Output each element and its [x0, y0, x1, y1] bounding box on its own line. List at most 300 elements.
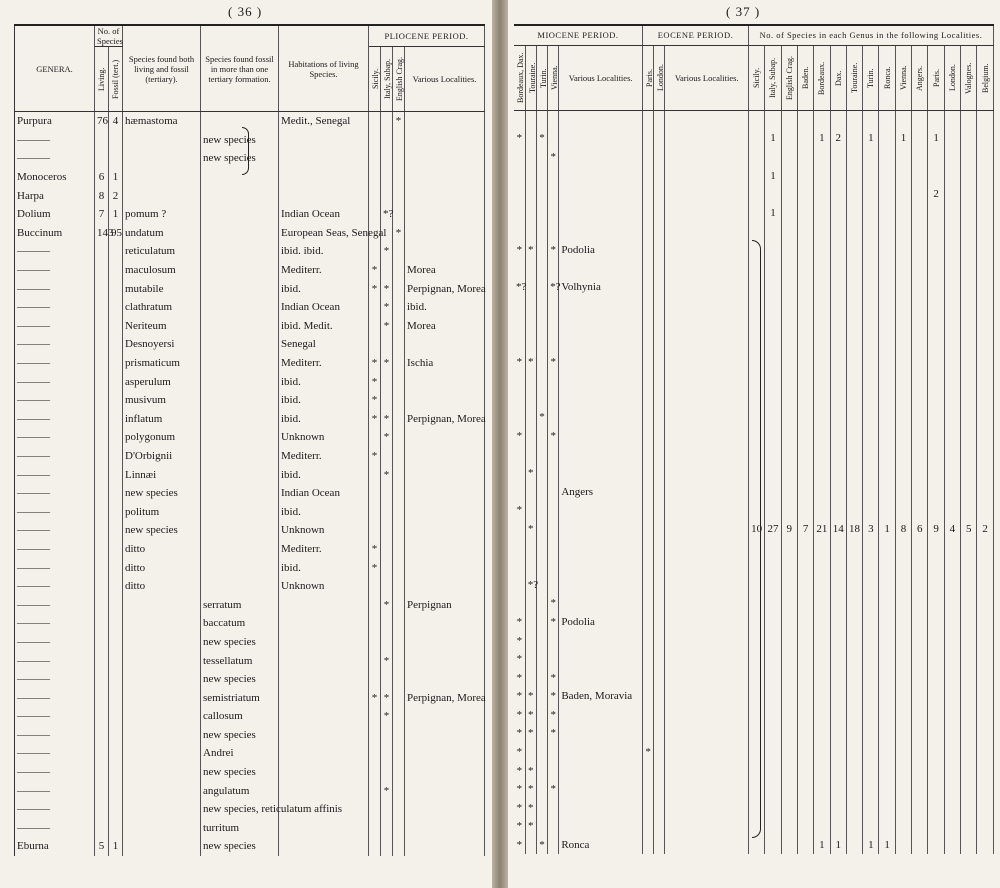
cell-lo	[654, 204, 665, 223]
cell-count	[781, 278, 797, 297]
cell-eo	[665, 836, 749, 855]
cell-tu	[536, 613, 547, 632]
cell-mio	[559, 222, 643, 241]
cell-various	[405, 577, 485, 596]
cell-count	[863, 761, 879, 780]
cell-bd	[514, 557, 525, 576]
cell-italy	[381, 261, 393, 280]
cell-count	[961, 613, 977, 632]
cell-hab: ibid. ibid.	[279, 242, 369, 261]
cell-count	[781, 501, 797, 520]
cell-fossil	[109, 410, 123, 429]
cell-sicily: *	[369, 261, 381, 280]
cell-count	[912, 482, 928, 501]
cell-both	[123, 633, 201, 652]
cell-both: inflatum	[123, 410, 201, 429]
cell-count	[961, 241, 977, 260]
cell-count	[781, 129, 797, 148]
cell-fossil	[109, 521, 123, 540]
cell-count	[846, 408, 862, 427]
cell-various	[405, 168, 485, 187]
cell-count	[944, 408, 960, 427]
cell-to	[525, 166, 536, 185]
cell-count: 8	[895, 520, 911, 539]
cell-both: new species	[123, 484, 201, 503]
cell-eo	[665, 594, 749, 613]
cell-to: *	[525, 352, 536, 371]
cell-genus: ———	[15, 298, 95, 317]
cell-crag	[393, 242, 405, 261]
cell-count	[814, 743, 830, 762]
cell-italy	[381, 800, 393, 819]
cell-count	[895, 259, 911, 278]
cell-multi: semistriatum	[201, 688, 279, 707]
cell-count	[944, 613, 960, 632]
cell-italy	[381, 372, 393, 391]
cell-count	[977, 110, 994, 129]
cell-hab	[279, 707, 369, 726]
cell-to	[525, 278, 536, 297]
cell-count	[944, 241, 960, 260]
cell-count	[797, 631, 813, 650]
cell-vi	[548, 743, 559, 762]
cell-count	[928, 557, 944, 576]
cell-both: clathratum	[123, 298, 201, 317]
cell-lo	[654, 594, 665, 613]
cell-count	[797, 780, 813, 799]
cell-to	[525, 557, 536, 576]
cell-various	[405, 614, 485, 633]
cell-both	[123, 149, 201, 168]
cell-eo	[665, 315, 749, 334]
cell-tu: *	[536, 408, 547, 427]
cell-count	[797, 575, 813, 594]
cell-eo	[665, 631, 749, 650]
table-row	[15, 149, 485, 168]
cell-bd	[514, 390, 525, 409]
cell-crag	[393, 149, 405, 168]
cell-count	[895, 390, 911, 409]
cell-mio: Angers	[559, 482, 643, 501]
cell-count	[912, 148, 928, 167]
cell-count	[977, 352, 994, 371]
cell-count	[797, 836, 813, 855]
cell-count	[961, 743, 977, 762]
cell-count	[944, 538, 960, 557]
cell-genus: Dolium	[15, 205, 95, 224]
cell-eo	[665, 148, 749, 167]
cell-sicily: *	[369, 447, 381, 466]
cell-hab: ibid.	[279, 279, 369, 298]
cell-eo	[665, 501, 749, 520]
cell-count: 1	[830, 836, 846, 855]
cell-genus: ———	[15, 521, 95, 540]
cell-living	[95, 614, 109, 633]
cell-count	[797, 668, 813, 687]
cell-eo	[665, 520, 749, 539]
cell-to	[525, 668, 536, 687]
cell-count	[977, 687, 994, 706]
cell-count	[830, 575, 846, 594]
cell-count	[944, 129, 960, 148]
cell-various	[405, 224, 485, 243]
cell-various	[405, 781, 485, 800]
cell-count	[879, 575, 895, 594]
header-various-eocene: Various Localities.	[665, 45, 749, 110]
cell-crag	[393, 540, 405, 559]
cell-multi	[201, 242, 279, 261]
cell-bd	[514, 185, 525, 204]
cell-various	[405, 744, 485, 763]
cell-multi: new species	[201, 837, 279, 856]
cell-both	[123, 837, 201, 856]
cell-tu	[536, 297, 547, 316]
cell-count	[781, 724, 797, 743]
cell-count	[781, 613, 797, 632]
cell-pa	[642, 129, 653, 148]
cell-multi	[201, 502, 279, 521]
cell-count	[830, 799, 846, 818]
cell-count	[781, 799, 797, 818]
cell-italy	[381, 391, 393, 410]
cell-mio	[559, 631, 643, 650]
cell-count	[928, 575, 944, 594]
cell-living	[95, 633, 109, 652]
cell-lo	[654, 650, 665, 669]
table-row	[514, 129, 994, 148]
cell-count	[863, 631, 879, 650]
cell-count	[863, 185, 879, 204]
cell-living	[95, 279, 109, 298]
cell-count	[765, 315, 781, 334]
cell-genus: ———	[15, 279, 95, 298]
cell-count	[765, 743, 781, 762]
cell-count	[895, 241, 911, 260]
cell-both	[123, 688, 201, 707]
header-locality: Belgium.	[980, 62, 990, 93]
cell-eo	[665, 278, 749, 297]
cell-multi	[201, 168, 279, 187]
cell-count	[895, 761, 911, 780]
cell-count	[863, 501, 879, 520]
cell-italy	[381, 558, 393, 577]
cell-to: *	[525, 706, 536, 725]
cell-count	[895, 594, 911, 613]
cell-count	[895, 687, 911, 706]
cell-lo	[654, 241, 665, 260]
cell-tu: *	[536, 836, 547, 855]
cell-count	[814, 668, 830, 687]
cell-lo	[654, 557, 665, 576]
cell-lo	[654, 780, 665, 799]
cell-count	[814, 166, 830, 185]
cell-sicily	[369, 670, 381, 689]
cell-vi	[548, 817, 559, 836]
cell-vi	[548, 259, 559, 278]
cell-bd: *	[514, 129, 525, 148]
cell-count	[912, 110, 928, 129]
cell-italy: *	[381, 317, 393, 336]
cell-count	[895, 315, 911, 334]
cell-count	[928, 241, 944, 260]
cell-italy	[381, 577, 393, 596]
cell-eo	[665, 557, 749, 576]
cell-mio	[559, 148, 643, 167]
cell-count	[797, 334, 813, 353]
cell-genus: ———	[15, 131, 95, 150]
cell-count	[879, 390, 895, 409]
cell-bd	[514, 538, 525, 557]
cell-count: 1	[814, 836, 830, 855]
cell-count	[895, 427, 911, 446]
cell-count	[781, 575, 797, 594]
cell-count	[781, 297, 797, 316]
cell-genus: ———	[15, 410, 95, 429]
cell-to: *?	[525, 575, 536, 594]
cell-count	[797, 427, 813, 446]
cell-count	[846, 650, 862, 669]
cell-italy	[381, 837, 393, 856]
cell-bd	[514, 371, 525, 390]
brace	[752, 240, 761, 838]
cell-count	[928, 315, 944, 334]
cell-vi	[548, 557, 559, 576]
cell-multi	[201, 112, 279, 131]
cell-crag	[393, 261, 405, 280]
cell-genus: ———	[15, 465, 95, 484]
cell-count	[781, 464, 797, 483]
cell-count	[863, 297, 879, 316]
cell-both	[123, 131, 201, 150]
cell-lo	[654, 538, 665, 557]
cell-count	[830, 780, 846, 799]
cell-count: 6	[912, 520, 928, 539]
cell-count	[912, 166, 928, 185]
cell-eo	[665, 538, 749, 557]
table-row	[15, 726, 485, 745]
cell-italy: *	[381, 707, 393, 726]
cell-count	[814, 724, 830, 743]
cell-tu	[536, 594, 547, 613]
header-locality: Bordeaux.	[817, 61, 827, 95]
cell-count	[912, 799, 928, 818]
cell-pa	[642, 724, 653, 743]
cell-various	[405, 707, 485, 726]
cell-fossil: 2	[109, 186, 123, 205]
cell-both: ditto	[123, 558, 201, 577]
cell-vi: *	[548, 241, 559, 260]
cell-hab	[279, 651, 369, 670]
cell-lo	[654, 799, 665, 818]
table-row	[15, 298, 485, 317]
cell-fossil	[109, 372, 123, 391]
cell-various	[405, 112, 485, 131]
cell-count	[895, 817, 911, 836]
cell-bd: *	[514, 836, 525, 855]
cell-count	[765, 334, 781, 353]
cell-count	[830, 352, 846, 371]
cell-fossil	[109, 595, 123, 614]
cell-hab: ibid.	[279, 391, 369, 410]
cell-italy: *	[381, 298, 393, 317]
cell-vi	[548, 799, 559, 818]
cell-hab	[279, 763, 369, 782]
cell-vi	[548, 575, 559, 594]
cell-count	[797, 297, 813, 316]
cell-count	[814, 110, 830, 129]
cell-multi	[201, 335, 279, 354]
cell-tu	[536, 668, 547, 687]
cell-pa	[642, 278, 653, 297]
cell-count	[928, 352, 944, 371]
cell-count	[846, 110, 862, 129]
cell-count	[912, 352, 928, 371]
cell-count	[781, 538, 797, 557]
cell-tu	[536, 650, 547, 669]
cell-hab	[279, 670, 369, 689]
cell-genus: ———	[15, 577, 95, 596]
cell-count	[944, 464, 960, 483]
cell-count: 1	[928, 129, 944, 148]
cell-mio	[559, 297, 643, 316]
cell-count	[895, 836, 911, 855]
cell-fossil	[109, 428, 123, 447]
cell-count	[879, 241, 895, 260]
cell-count	[863, 538, 879, 557]
cell-count	[977, 817, 994, 836]
cell-count	[781, 352, 797, 371]
cell-fossil	[109, 651, 123, 670]
cell-tu	[536, 148, 547, 167]
cell-mio	[559, 761, 643, 780]
cell-fossil	[109, 298, 123, 317]
cell-fossil	[109, 465, 123, 484]
cell-bd: *	[514, 761, 525, 780]
cell-count: 4	[944, 520, 960, 539]
cell-multi: new species	[201, 149, 279, 168]
cell-bd: *	[514, 501, 525, 520]
cell-count	[830, 222, 846, 241]
header-no-species: No. of Species	[95, 25, 123, 47]
cell-sicily	[369, 205, 381, 224]
cell-living	[95, 521, 109, 540]
cell-fossil: 1	[109, 168, 123, 187]
cell-count	[961, 334, 977, 353]
cell-count: 7	[797, 520, 813, 539]
cell-count	[961, 185, 977, 204]
cell-crag	[393, 595, 405, 614]
table-row	[15, 317, 485, 336]
cell-count	[797, 278, 813, 297]
cell-pa	[642, 371, 653, 390]
cell-crag	[393, 726, 405, 745]
header-locality: Touraine.	[850, 62, 860, 93]
header-locality: London.	[947, 64, 957, 92]
cell-count	[912, 371, 928, 390]
cell-both: politum	[123, 502, 201, 521]
cell-count	[781, 371, 797, 390]
cell-to	[525, 501, 536, 520]
cell-count	[814, 408, 830, 427]
cell-count	[977, 650, 994, 669]
cell-italy	[381, 484, 393, 503]
cell-tu	[536, 315, 547, 334]
cell-count	[863, 799, 879, 818]
cell-bd: *	[514, 352, 525, 371]
cell-vi	[548, 315, 559, 334]
cell-to	[525, 538, 536, 557]
cell-count	[912, 464, 928, 483]
cell-vi: *	[548, 352, 559, 371]
cell-to: *	[525, 241, 536, 260]
cell-count	[863, 222, 879, 241]
cell-crag	[393, 688, 405, 707]
cell-sicily: *	[369, 540, 381, 559]
cell-count	[830, 668, 846, 687]
cell-hab: Mediterr.	[279, 261, 369, 280]
cell-count	[944, 817, 960, 836]
cell-vi	[548, 408, 559, 427]
cell-count	[961, 575, 977, 594]
cell-mio	[559, 334, 643, 353]
cell-genus: ———	[15, 372, 95, 391]
cell-count	[781, 761, 797, 780]
cell-count: 9	[781, 520, 797, 539]
cell-living	[95, 558, 109, 577]
cell-tu	[536, 482, 547, 501]
cell-count	[863, 557, 879, 576]
table-row	[15, 186, 485, 205]
cell-count	[830, 631, 846, 650]
cell-count: 3	[863, 520, 879, 539]
cell-count	[765, 650, 781, 669]
cell-count	[895, 799, 911, 818]
cell-count	[961, 259, 977, 278]
cell-hab	[279, 168, 369, 187]
cell-count	[781, 706, 797, 725]
header-various-miocene: Various Localities.	[559, 45, 643, 110]
cell-living: 5	[95, 837, 109, 856]
cell-fossil	[109, 502, 123, 521]
cell-count	[928, 836, 944, 855]
table-row	[15, 577, 485, 596]
cell-count	[895, 482, 911, 501]
cell-genus: ———	[15, 502, 95, 521]
cell-living	[95, 502, 109, 521]
cell-count	[961, 761, 977, 780]
cell-pa	[642, 817, 653, 836]
cell-crag	[393, 168, 405, 187]
cell-count	[797, 110, 813, 129]
cell-both	[123, 651, 201, 670]
cell-both: reticulatum	[123, 242, 201, 261]
cell-crag	[393, 372, 405, 391]
cell-to	[525, 204, 536, 223]
cell-count	[846, 445, 862, 464]
cell-count	[846, 166, 862, 185]
cell-count	[781, 241, 797, 260]
cell-living	[95, 781, 109, 800]
cell-count	[879, 761, 895, 780]
cell-pa	[642, 501, 653, 520]
cell-count	[912, 501, 928, 520]
cell-count	[879, 166, 895, 185]
cell-count	[846, 148, 862, 167]
cell-count	[895, 501, 911, 520]
cell-to	[525, 743, 536, 762]
cell-both	[123, 781, 201, 800]
cell-mio	[559, 371, 643, 390]
